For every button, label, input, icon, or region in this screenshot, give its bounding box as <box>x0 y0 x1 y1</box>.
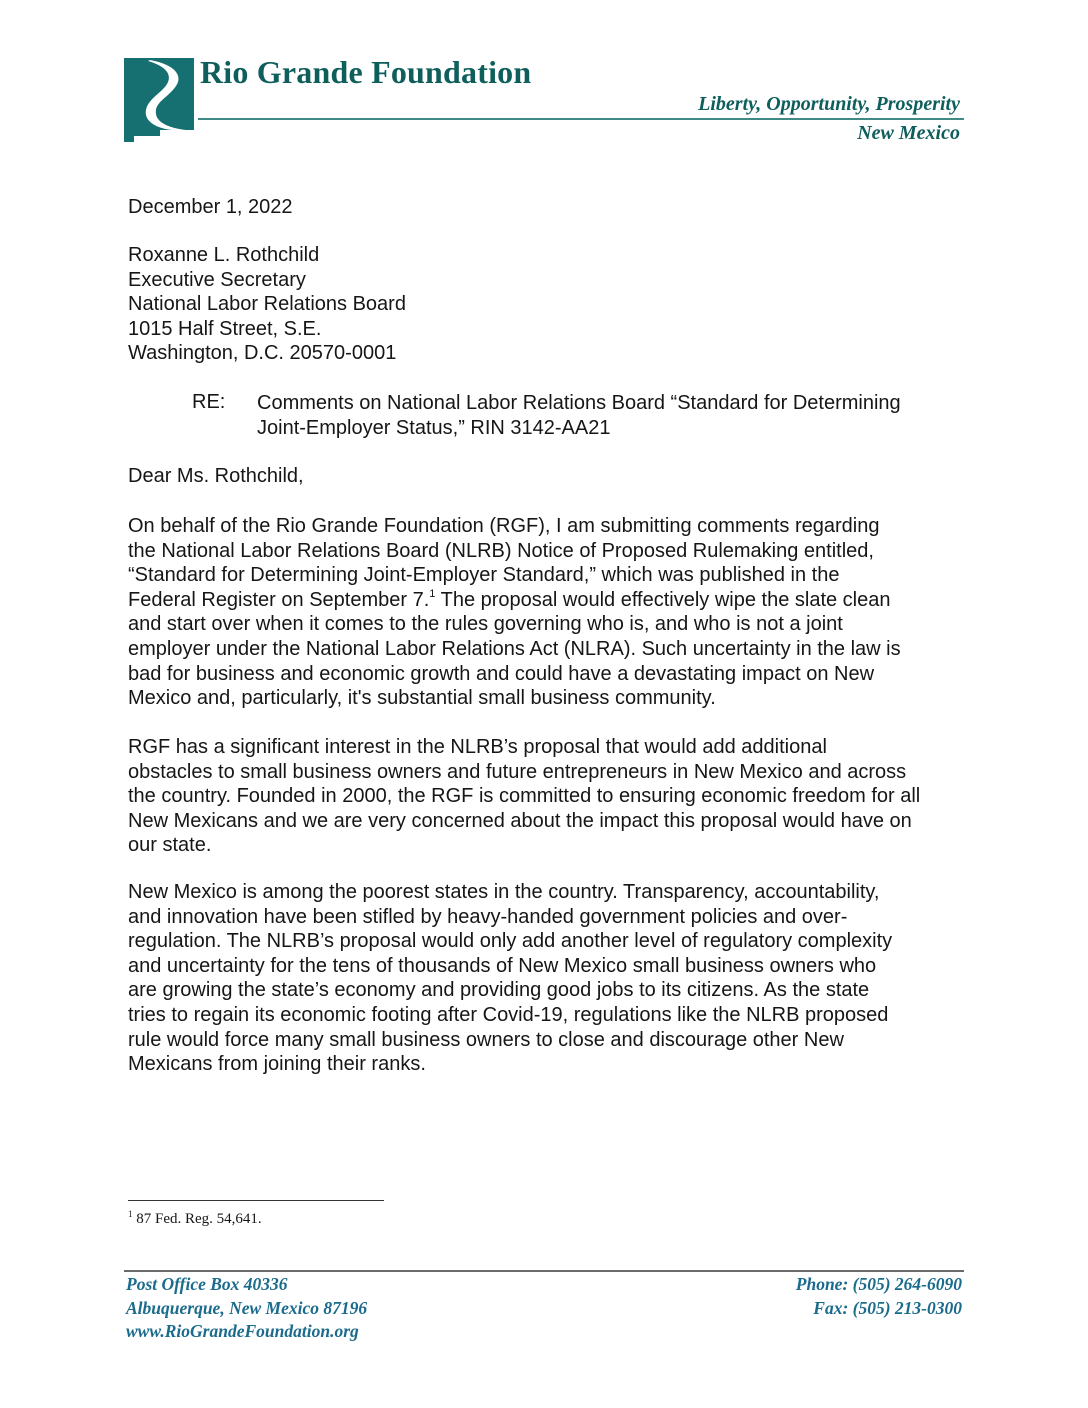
recipient-address <box>128 243 964 366</box>
re-subject <box>257 391 901 440</box>
footer-website-link[interactable]: www.RioGrandeFoundation.org <box>126 1321 359 1341</box>
organization-region: New Mexico <box>857 122 960 144</box>
organization-tagline: Liberty, Opportunity, Prosperity <box>698 93 960 115</box>
footnote-number: 1 <box>128 1209 133 1219</box>
footnote-text: 87 Fed. Reg. 54,641. <box>132 1211 262 1227</box>
paragraph-line: New Mexicans and we are very concerned about the impact this proposal would have on <box>128 809 912 832</box>
rio-grande-river-logo-icon <box>124 58 194 142</box>
date-text: December 1, 2022 <box>128 196 293 218</box>
paragraph-line: and innovation have been stifled by heavy-handed government policies and over- <box>128 905 848 928</box>
footer-divider <box>124 1270 964 1272</box>
paragraph-line: RGF has a significant interest in the NLRB’s proposal that would add additional <box>128 736 827 758</box>
footer-address-line-1: Post Office Box 40336 <box>126 1274 288 1294</box>
paragraph-line: bad for business and economic growth and could have a devastating impact on New <box>128 662 875 685</box>
recipient-name: Roxanne L. Rothchild <box>128 244 320 266</box>
ref-line-end: The proposal would effectively wipe the slate clean <box>435 588 891 611</box>
header-divider <box>198 118 964 120</box>
paragraph-line: obstacles to small business owners and future entrepreneurs in New Mexico and across <box>128 760 907 783</box>
ref-line-start: Federal Register on September 7. <box>128 588 430 611</box>
paragraph-line: Mexicans from joining their ranks. <box>128 1053 426 1076</box>
footnote <box>128 1211 262 1228</box>
organization-name: Rio Grande Foundation <box>200 54 532 90</box>
paragraph-line: and start over when it comes to the rules governing who is, and who is not a joint <box>128 613 843 636</box>
paragraph-line: the country. Founded in 2000, the RGF is committed to ensuring economic freedom for all <box>128 785 921 808</box>
paragraph-line: “Standard for Determining Joint-Employer Standard,” which was published in the <box>128 564 840 587</box>
paragraph-2 <box>128 735 964 858</box>
paragraph-line: are growing the state’s economy and providing good jobs to its citizens. As the state <box>128 979 870 1002</box>
paragraph-line: rule would force many small business owners to close and discourage other New <box>128 1028 844 1051</box>
paragraph-line: the National Labor Relations Board (NLRB) Notice of Proposed Rulemaking entitled, <box>128 539 874 562</box>
paragraph-line: employer under the National Labor Relations Act (NLRA). Such uncertainty in the law is <box>128 637 901 660</box>
paragraph-line: and uncertainty for the tens of thousands of New Mexico small business owners who <box>128 954 877 977</box>
footer-fax: Fax: (505) 213-0300 <box>813 1298 962 1318</box>
paragraph-line: our state. <box>128 834 212 857</box>
footer-phone: Phone: (505) 264-6090 <box>795 1274 962 1294</box>
paragraph-line: regulation. The NLRB’s proposal would only add another level of regulatory complexity <box>128 930 893 953</box>
paragraph-line: New Mexico is among the poorest states in the country. Transparency, accountability, <box>128 881 880 903</box>
salutation <box>128 464 964 489</box>
paragraph-line: Mexico and, particularly, it's substantial small business community. <box>128 687 716 710</box>
recipient-city: Washington, D.C. 20570-0001 <box>128 342 397 365</box>
footnote-divider <box>128 1200 384 1201</box>
footer-address-line-2: Albuquerque, New Mexico 87196 <box>126 1298 368 1318</box>
letter-date <box>128 195 964 220</box>
recipient-organization: National Labor Relations Board <box>128 293 406 316</box>
recipient-title: Executive Secretary <box>128 268 306 291</box>
paragraph-line <box>128 588 964 613</box>
paragraph-3 <box>128 880 964 1077</box>
paragraph-line: tries to regain its economic footing after Covid-19, regulations like the NLRB proposed <box>128 1003 889 1026</box>
footnote-reference[interactable]: 1 <box>429 587 436 600</box>
re-label: RE: <box>192 391 226 413</box>
salutation-text: Dear Ms. Rothchild, <box>128 465 304 487</box>
recipient-street: 1015 Half Street, S.E. <box>128 317 322 340</box>
re-subject-line: Comments on National Labor Relations Board “Standard for Determining <box>257 392 901 414</box>
paragraph-line: On behalf of the Rio Grande Foundation (RGF), I am submitting comments regarding <box>128 515 880 537</box>
re-subject-line: Joint-Employer Status,” RIN 3142-AA21 <box>257 416 611 439</box>
paragraph-1 <box>128 514 964 711</box>
